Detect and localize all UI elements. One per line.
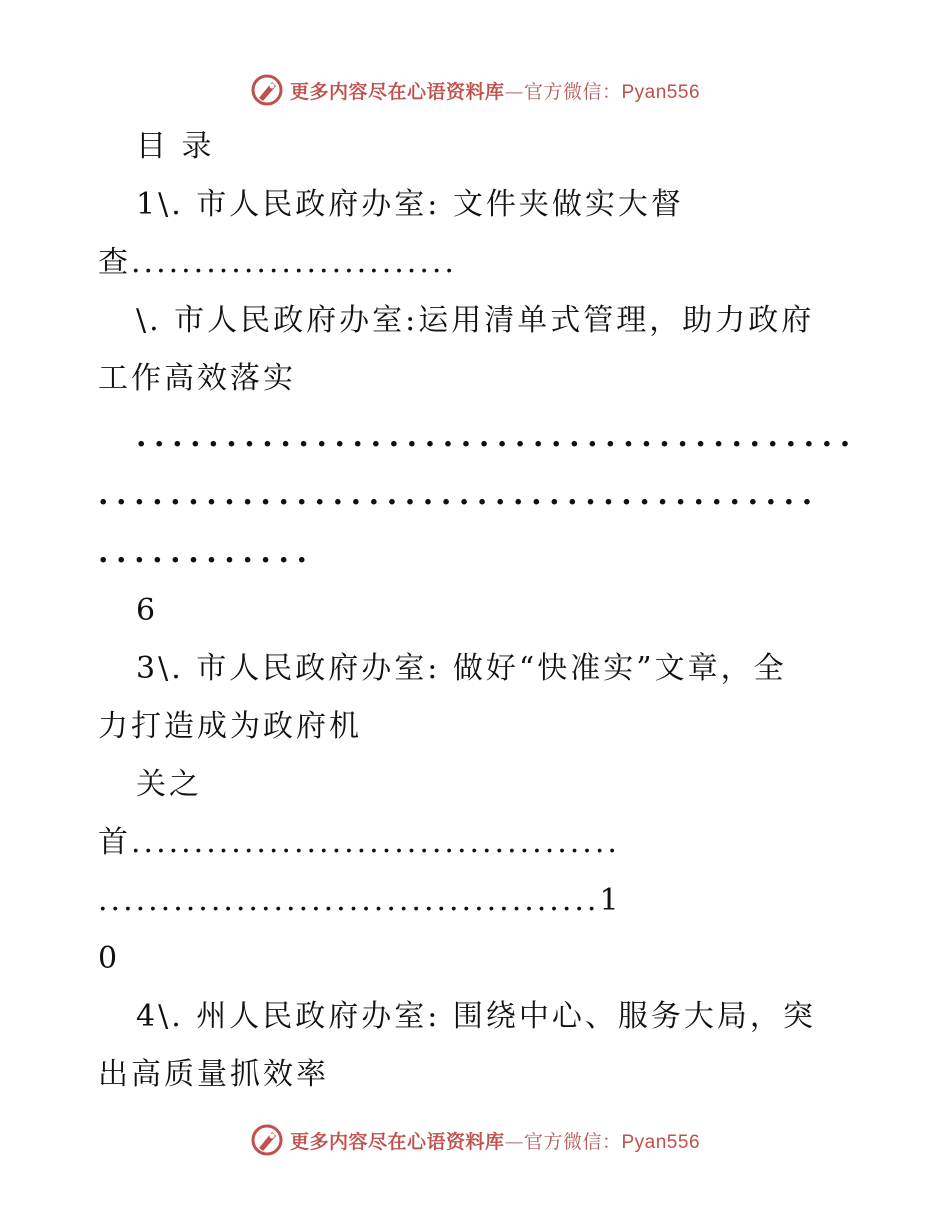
banner-wechat-label: 官方微信： [523,80,622,103]
banner-main-text: 更多内容尽在心语资料库 [289,80,505,103]
toc-entry-3-cont-2: 关之 [136,767,202,802]
toc-entry-3-cont: 力打造成为政府机 [98,709,362,744]
pen-logo-icon [250,1123,284,1157]
toc-entry-1-leader: 查.......................... [98,245,457,280]
pen-logo-icon [250,73,284,107]
toc-entry-3: 3\. 市人民政府办室: 做好“快准实”文章，全 [136,651,787,686]
toc-entry-4: 4\. 州人民政府办室: 围绕中心、服务大局，突 [136,999,816,1034]
toc-entry-2-leader-1: ........................................ [136,419,858,454]
toc-entry-2-leader-3: ............ [98,535,315,570]
banner-wechat-id: Pyan556 [621,81,701,103]
footer-banner [0,1120,950,1160]
banner-main-text: 更多内容尽在心语资料库 [289,1130,505,1153]
toc-entry-4-cont: 出高质量抓效率 [98,1057,329,1092]
toc-title: 目 录 [136,129,215,164]
toc-entry-2-cont: 工作高效落实 [98,361,296,396]
toc-content [98,118,858,1108]
toc-entry-3-leader-2: ........................................1 [98,883,622,918]
toc-entry-2-page: 6 [136,593,159,628]
banner-separator: — [504,1130,524,1153]
banner-separator: — [504,80,524,103]
toc-entry-1: 1\. 市人民政府办室: 文件夹做实大督 [136,187,684,222]
toc-entry-2-leader-2: ........................................ [98,477,820,512]
banner-text [290,1127,700,1154]
toc-entry-2: \. 市人民政府办室:运用清单式管理，助力政府 [136,303,815,338]
toc-entry-3-leader-1: 首....................................... [98,825,620,860]
banner-wechat-label: 官方微信： [523,1130,622,1153]
toc-entry-3-page: 0 [98,941,121,976]
banner-text [290,77,700,104]
header-banner [0,70,950,110]
banner-wechat-id: Pyan556 [621,1131,701,1153]
